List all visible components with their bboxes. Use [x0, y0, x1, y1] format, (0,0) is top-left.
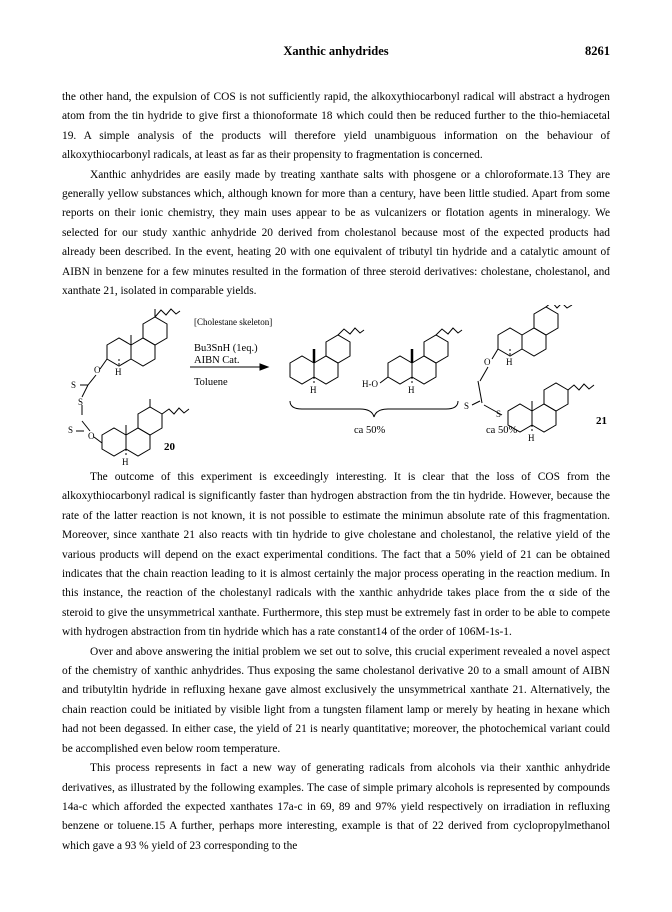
body-text-bottom — [62, 468, 610, 856]
paragraph-new-way: This process represents in fact a new way of generating radicals from alcohols via their xanthic anhydride derivatives, as illustrated by the following examples. The case of simple primary alcohols is represented by compounds 14a-c which afforded the expected xanthates 17a-c in 69, 89 and 97% yield respectively on irradiation in refluxing benzene or toluene.15 A further, perhaps more interesting, example is that of 22 derived from cyclopropylmethanol which gave a 93 % yield of 23 corresponding to the — [62, 762, 610, 852]
paragraph-xanthic-anhydrides: Xanthic anhydrides are easily made by treating xanthate salts with phosgene or a chloroformate.13 They are generally yellow substances which, although known for more than a century, have been little studied. Apart from some reports on their ionic chemistry, they main uses appear to be as vulcanizers or flotation agents in mineralogy. We selected for our study xanthic anhydride 20 derived from cholestanol because most of the expected products had already been described. In the event, heating 20 with one equivalent of tributyl tin hydride and a catalytic amount of AIBN in benzene for a few minutes resulted in the formation of three steroid derivatives: cholestane, cholestanol, and xanthate 21, isolated in comparable yields. — [62, 168, 610, 298]
atom-H-20-a: H — [115, 367, 122, 377]
atom-S-21-b: S — [496, 409, 502, 419]
cholestane-ring-b — [314, 356, 338, 384]
atom-O-21: O — [484, 357, 491, 367]
atom-S-20-a: S — [71, 380, 77, 390]
running-header-title: Xanthic anhydrides — [283, 44, 389, 58]
atom-O-20: O — [94, 365, 101, 375]
atom-S-20-c: S — [68, 425, 74, 435]
solvent-label: Toluene — [194, 377, 228, 388]
atom-HO-cholestanol: H-O — [362, 379, 378, 389]
paragraph-novel-aspect: Over and above answering the initial problem we set out to solve, this crucial experiment revealed a novel aspect of the chemistry of xanthic anhydrides. Thus exposing the same cholestanol derivative 20 to a small amount of AIBN and tributyltin hydride in refluxing hexane gave almost exclusively the unsymmetrical xanthate 21. Alternatively, the chain reaction could be initiated by visible light from a tungsten filament lamp or merely by heating in hexane which had not been degassed. In either case, the yield of 21 is nearly quantitative; moreover, the photochemical variant could be accomplished even below room temperature. — [62, 645, 610, 755]
steroid-21-upper-ring-b — [522, 328, 546, 356]
steroid-21-lower-ring-c — [544, 383, 568, 411]
steroid-20-upper-ring-a — [107, 338, 131, 366]
reagent-tin-hydride: Bu3SnH (1eq.) — [194, 343, 258, 354]
cholestane-ring-a — [290, 356, 314, 384]
compound-label-20: 20 — [164, 441, 175, 453]
atom-O-20-b: O — [88, 431, 95, 441]
scheme-structures — [62, 305, 610, 475]
cholestanol-ring-c — [424, 335, 448, 363]
steroid-21-upper-ring-c — [534, 307, 558, 335]
yield-label-left: ca 50% — [354, 425, 386, 436]
steroid-20-lower-ring-b — [126, 428, 150, 456]
steroid-21-upper-ring-a — [498, 328, 522, 356]
body-text-top — [62, 88, 610, 301]
compound-label-21: 21 — [596, 415, 607, 427]
paragraph-continuation: the other hand, the expulsion of COS is not sufficiently rapid, the alkoxythiocarbonyl radical will abstract a hydrogen atom from the tin hydride to give first a thionoformate 18 which could then be reduced further to the thio-hemiacetal 19. A simple analysis of the products will therefore yield unambiguous information on the behaviour of alkoxythiocarbonyl radicals, at least as far as their propensity to fragmentation is concerned. — [62, 91, 610, 162]
cholestane-ring-c — [326, 335, 350, 363]
atom-H-21-b: H — [528, 433, 535, 443]
atom-H-cholestane: H — [310, 385, 317, 395]
cholestanol-ring-b — [412, 356, 436, 384]
atom-S-21-a: S — [464, 401, 470, 411]
yield-label-right: ca 50% — [486, 425, 518, 436]
paragraph-outcome: The outcome of this experiment is exceedingly interesting. It is clear that the loss of COS from the alkoxythiocarbonyl radical is significantly faster than hydrogen abstraction from the tin hydride. However, because the rate of the latter reaction is not known, it is not possible to estimate the minimun absolute rate of this fragmentation. Moreover, since xanthate 21 also reacts with tin hydride to give cholestane and cholestanol, the relative yield of the various products will depend on the exact experimental conditions. The fact that a 50% yield of 21 can be obtained indicates that the chain reaction leading to it is almost certainly the major process operating in the reaction medium. In this instance, the reaction of the cholestanyl radicals with the xanthic anhydride takes place from the α side of the steroid to give the unsymmetrical xanthate. Furthermore, this step must be extremely fast in order to be able to compete with hydrogen abstraction from tin hydride which has a rate constant14 of the order of 106M-1s-1. — [62, 471, 610, 639]
steroid-20-upper-ring-c — [143, 317, 167, 345]
atom-H-cholestanol: H — [408, 385, 415, 395]
products-brace — [290, 401, 458, 417]
atom-H-20-b: H — [122, 457, 129, 467]
reaction-scheme — [62, 305, 610, 475]
steroid-20-lower-ring-c — [138, 407, 162, 435]
atom-S-20-b: S — [78, 397, 84, 407]
skeleton-note: [Cholestane skeleton] — [194, 317, 273, 327]
cholestanol-ring-a — [388, 356, 412, 384]
reagent-aibn: AIBN Cat. — [194, 355, 240, 366]
steroid-20-lower-ring-a — [102, 428, 126, 456]
steroid-21-lower-ring-b — [532, 404, 556, 432]
page-number: 8261 — [585, 44, 610, 58]
steroid-20-upper-ring-b — [131, 338, 155, 366]
atom-H-21-a: H — [506, 357, 513, 367]
